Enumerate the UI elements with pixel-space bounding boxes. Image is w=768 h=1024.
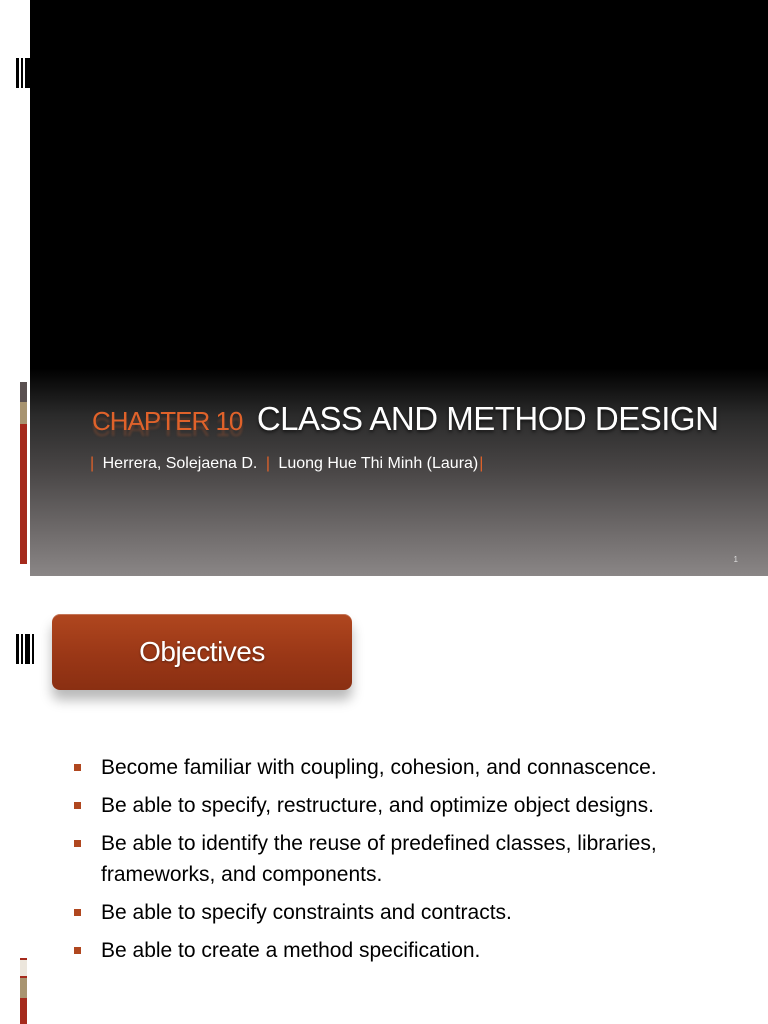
chapter-title: CLASS AND METHOD DESIGN — [256, 400, 719, 437]
author-separator: | — [265, 455, 270, 472]
author-line — [86, 455, 487, 473]
bullet-square-icon — [74, 909, 81, 916]
bullet-square-icon — [74, 840, 81, 847]
objectives-heading-box — [52, 614, 352, 690]
author-separator: | — [90, 455, 95, 472]
objective-text: Be able to specify, restructure, and optimize object designs. — [101, 794, 654, 817]
title-slide — [30, 0, 768, 576]
list-item — [72, 828, 672, 890]
list-item — [72, 752, 672, 783]
list-item — [72, 897, 672, 928]
edge-color-strip-light — [20, 960, 27, 976]
objective-text: Be able to create a method specification. — [101, 939, 481, 962]
objective-text: Become familiar with coupling, cohesion, and connascence. — [101, 756, 657, 779]
objectives-list — [72, 752, 672, 973]
author-name: Herrera, Solejaena D. — [102, 455, 258, 472]
objective-text: Be able to specify constraints and contracts. — [101, 901, 512, 924]
author-separator: | — [479, 455, 484, 472]
slide-number: 1 — [733, 555, 738, 564]
slide-title — [92, 400, 718, 438]
edge-barcode-mark — [16, 634, 34, 664]
list-item — [72, 790, 672, 821]
bullet-square-icon — [74, 764, 81, 771]
bullet-square-icon — [74, 947, 81, 954]
author-name: Luong Hue Thi Minh (Laura) — [278, 455, 479, 472]
edge-color-strip-tan — [20, 978, 27, 998]
edge-color-strip-tan — [20, 402, 27, 424]
objective-text: Be able to identify the reuse of predefined classes, libraries, frameworks, and components. — [101, 832, 657, 886]
list-item — [72, 935, 672, 966]
bullet-square-icon — [74, 802, 81, 809]
edge-color-strip-accent — [20, 382, 27, 402]
chapter-label: CHAPTER 10 — [92, 406, 243, 436]
objectives-heading: Objectives — [139, 636, 265, 667]
